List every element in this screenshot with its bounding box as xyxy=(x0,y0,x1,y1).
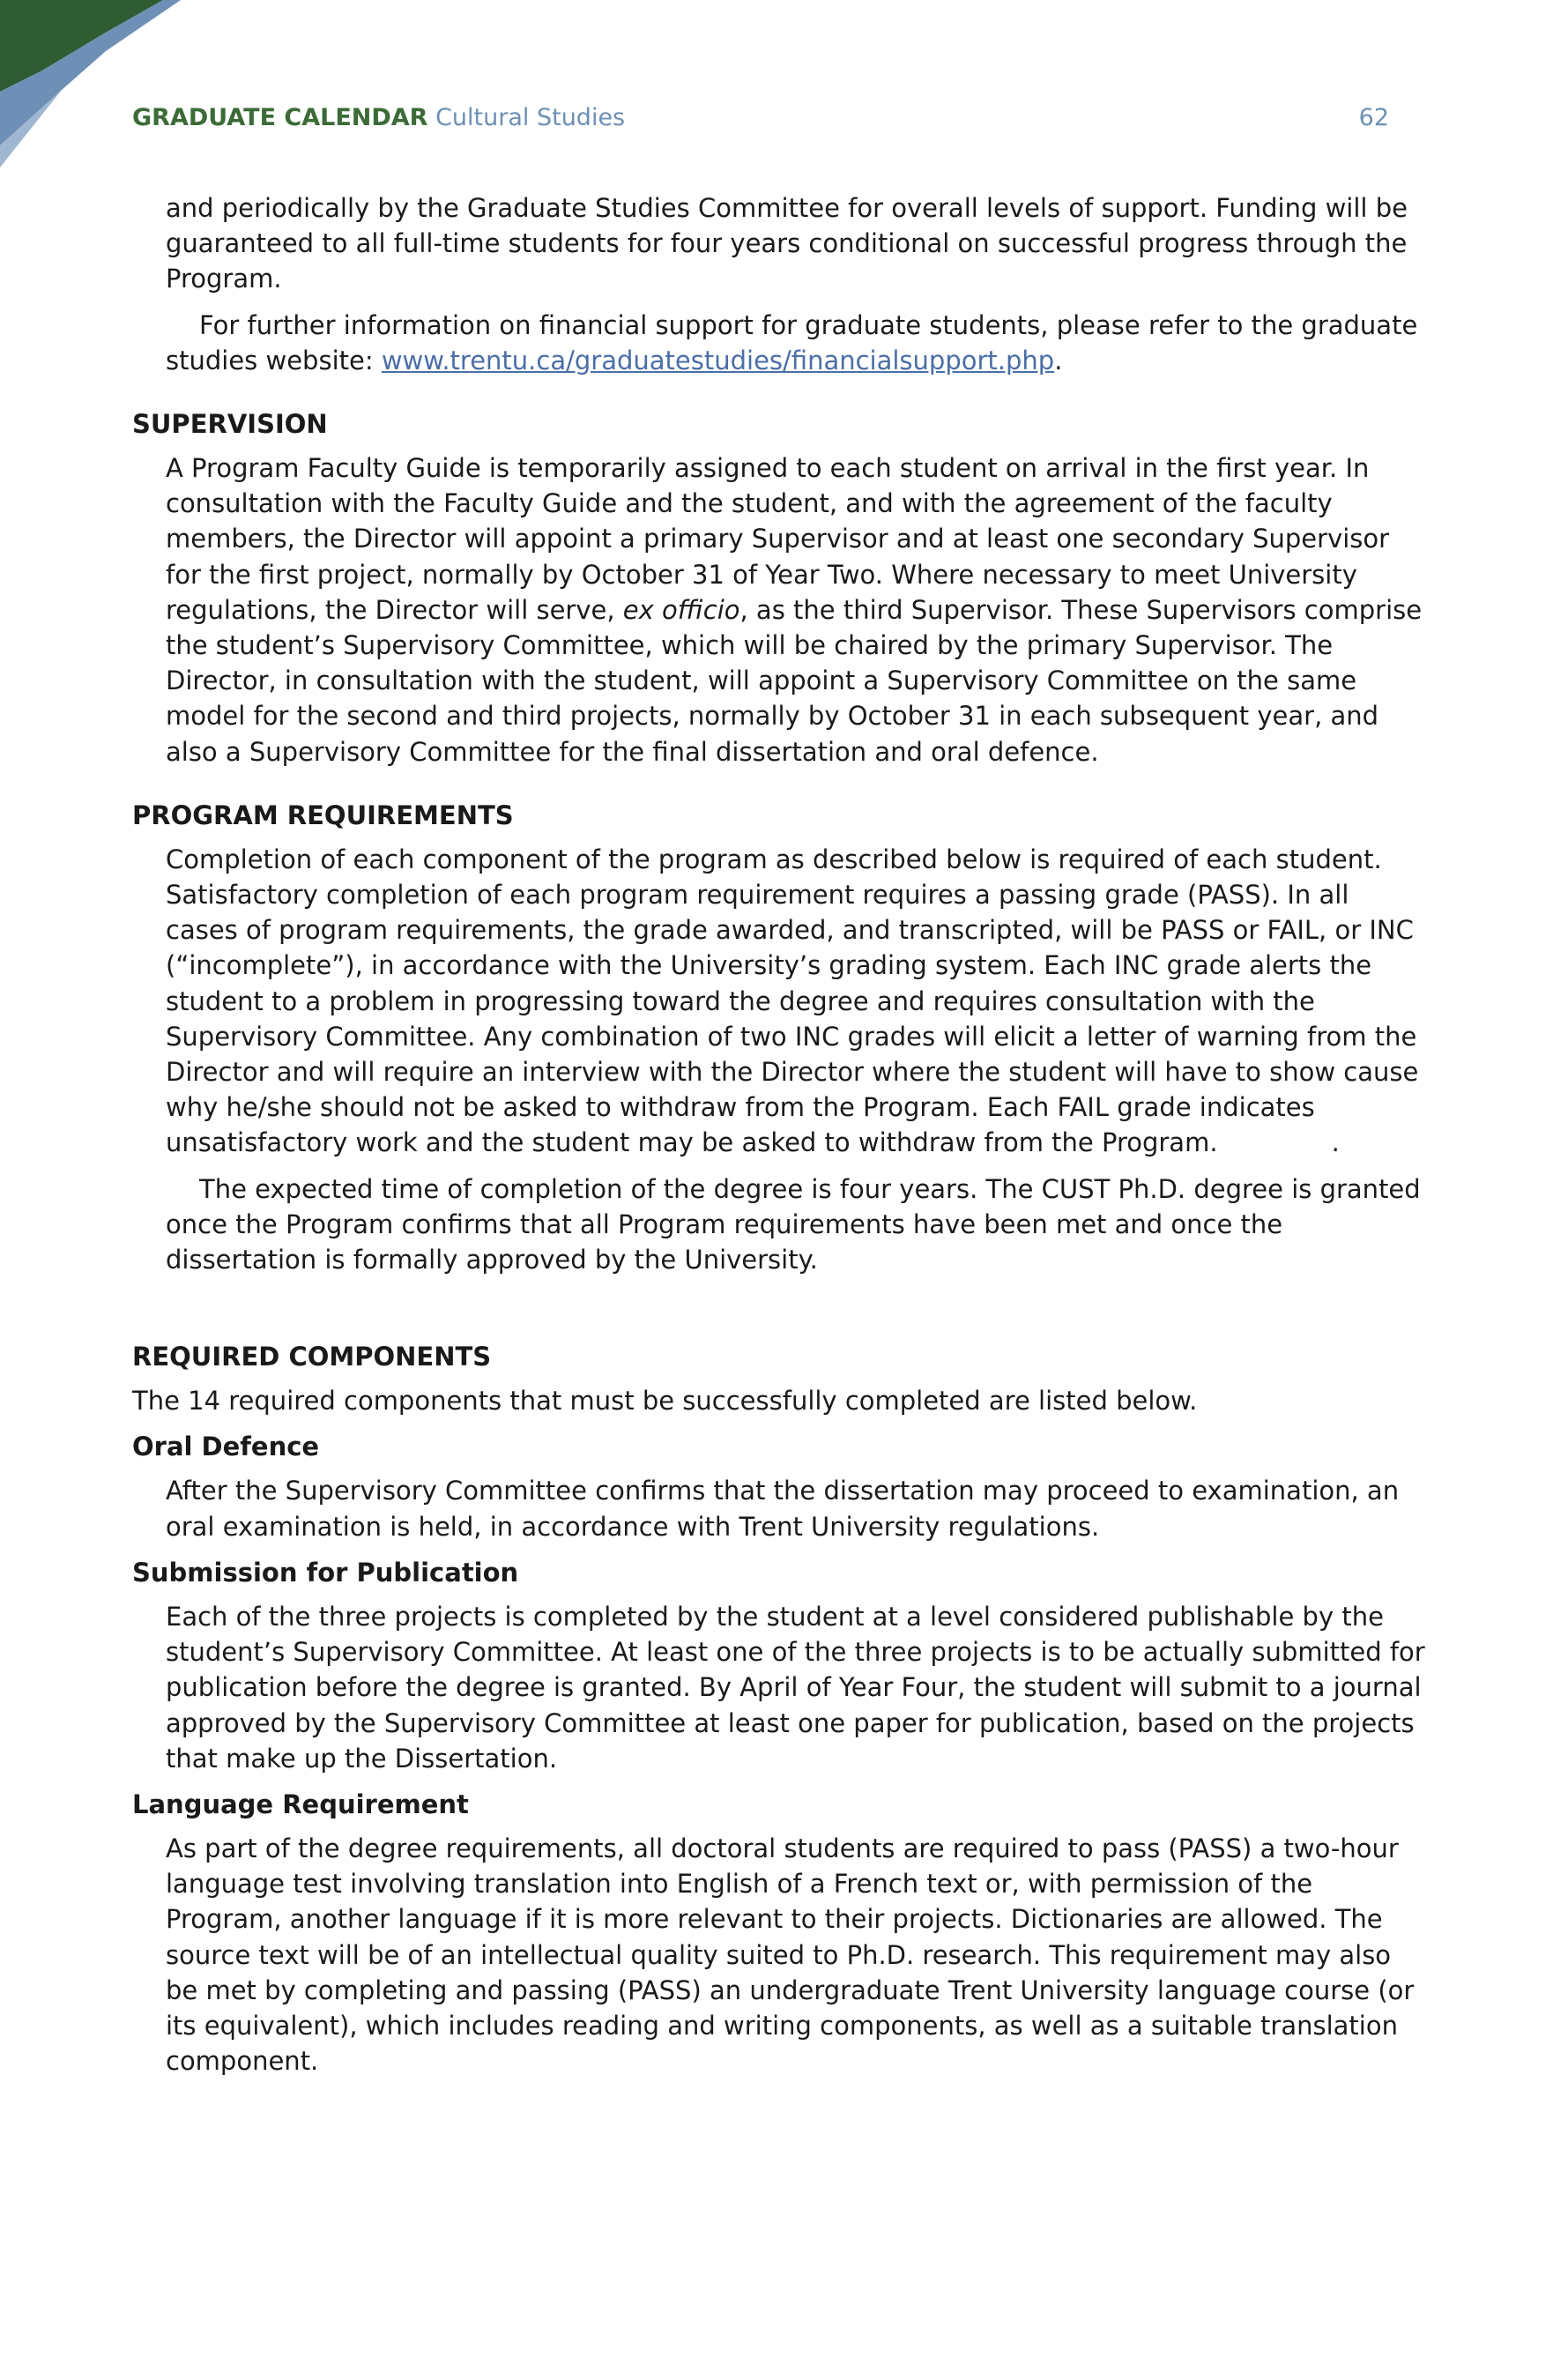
language-requirement-heading: Language Requirement xyxy=(132,1789,469,1819)
submission-publication-heading: Submission for Publication xyxy=(132,1557,519,1588)
required-components-heading: REQUIRED COMPONENTS xyxy=(132,1342,492,1372)
supervision-text-end: , as the third Supervisor. These Supervisors comprise the student’s Supervisory Committee, which will be chaired by the primary Supervisor. The Director, in consultation with the student, will appoint a Supervisory Committee on the same model for the second and third projects, normally by October 31 in each subsequent year, and also a Supervisory Committee for the final dissertation and oral defence. xyxy=(166,594,1423,767)
oral-defence-text: After the Supervisory Committee confirms that the dissertation may proceed to examination, an oral examination is held, in accordance with Trent University regulations. xyxy=(166,1476,1400,1542)
supervision-ex-officio: ex officio xyxy=(622,594,740,625)
supervision-heading: SUPERVISION xyxy=(132,409,328,440)
corner-decoration xyxy=(0,0,282,167)
header-section-title: GRADUATE CALENDAR xyxy=(132,104,428,131)
funding-paragraph: and periodically by the Graduate Studies Committee for overall levels of support. Funding will be guaranteed to all full-time students for four years conditional on successful progress through the Program. xyxy=(166,193,1408,294)
page-number: 62 xyxy=(1358,104,1389,131)
running-head xyxy=(132,100,1389,136)
financial-support-end: . xyxy=(1054,345,1063,376)
supervision-text-start: A Program Faculty Guide is temporarily assigned to each student on arrival in the first year. In consultation with the Faculty Guide and the student, and with the agreement of the faculty members, the Director will appoint a primary Supervisor and at least one secondary Supervisor for the first project, normally by October 31 of Year Two. Where necessary to meet University regulations, the Director will serve, xyxy=(166,453,1390,625)
required-components-intro: The 14 required components that must be successfully completed are listed below. xyxy=(132,1386,1198,1417)
language-requirement-text: As part of the degree requirements, all doctoral students are required to pass (PASS) a two-hour language test involving translation into English of a French text or, with permission of the Program, another language if it is more relevant to their projects. Dictionaries are allowed. The source text will be of an intellectual quality suited to Ph.D. research. This requirement may also be met by completing and passing (PASS) an undergraduate Trent University language course (or its equivalent), which includes reading and writing components, as well as a suitable translation component. xyxy=(166,1833,1415,2077)
completion-time-paragraph: The expected time of completion of the degree is four years. The CUST Ph.D. degree is granted once the Program confirms that all Program requirements have been met and once the dissertation is formally approved by the University. xyxy=(166,1173,1421,1276)
program-requirements-paragraph: Completion of each component of the program as described below is required of each student. Satisfactory completion of each program requirement requires a passing grade (PASS). In all cases of program requirements, the grade awarded, and transcripted, will be PASS or FAIL, or INC (“incomplete”), in accordance with the University’s grading system. Each INC grade alerts the student to a problem in progressing toward the degree and requires consultation with the Supervisory Committee. Any combination of two INC grades will elicit a letter of warning from the Director and will require an interview with the Director where the student will have to show cause why he/she should not be asked to withdraw from the Program. Each FAIL grade indicates unsatisfactory work and the student may be asked to withdraw from the Program. . xyxy=(166,844,1427,1158)
page-content xyxy=(132,190,1428,2089)
oral-defence-heading: Oral Defence xyxy=(132,1432,320,1462)
program-requirements-heading: PROGRAM REQUIREMENTS xyxy=(132,800,514,830)
submission-publication-text: Each of the three projects is completed by the student at a level considered publishable by the student’s Supervisory Committee. At least one of the three projects is to be actually submitted for publication before the degree is granted. By April of Year Four, the student will submit to a journal approved by the Supervisory Committee at least one paper for publication, based on the projects that make up the Dissertation. xyxy=(166,1601,1425,1774)
financial-support-link[interactable]: www.trentu.ca/graduatestudies/financialsupport.php xyxy=(381,345,1055,376)
header-chapter-title: Cultural Studies xyxy=(435,104,626,131)
supervision-paragraph xyxy=(132,450,1428,770)
financial-support-text: For further information on financial support for graduate students, please refer to the graduate studies website: xyxy=(166,309,1418,376)
financial-support-paragraph xyxy=(132,308,1428,378)
